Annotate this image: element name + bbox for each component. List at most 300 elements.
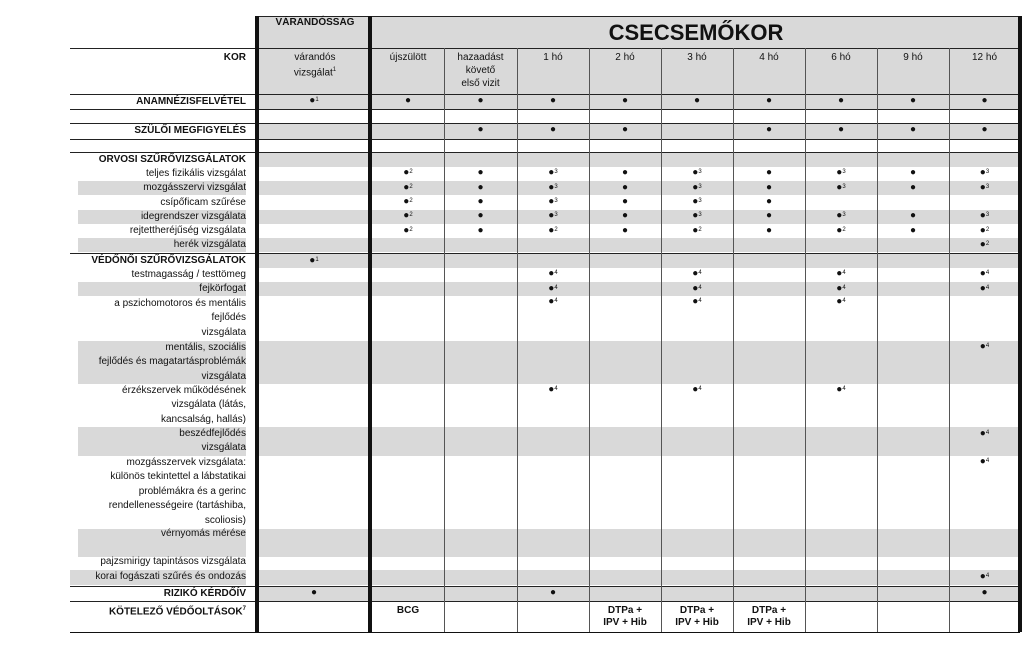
dot-icon: ● [692,384,699,395]
dot-mark [622,211,628,221]
kor-label: KOR [223,52,246,63]
dot-icon: ● [979,428,986,439]
dot-mark [766,226,772,236]
dot-icon: ● [403,225,410,236]
footnote-marker: 3 [554,169,558,175]
footnote-marker: 2 [985,241,990,247]
dot-mark [836,183,845,193]
dot-mark [836,168,845,178]
footnote-marker: 4 [985,573,990,579]
dot-mark [692,385,701,395]
footnote-marker: 3 [842,184,846,190]
age-column-header [805,51,877,64]
dot-mark [622,96,628,106]
footnote-marker: 3 [842,212,846,218]
vedonoi-row-label [70,427,246,456]
age-column-header [372,51,444,64]
column-rule [444,48,445,632]
dot-icon: ● [548,196,555,207]
dot-mark [980,572,989,582]
dot-icon: ● [981,124,988,135]
dot-mark [836,385,845,395]
oltasok-footnote: 7 [242,606,246,612]
shade-band [258,586,1020,601]
dot-icon: ● [403,210,410,221]
dot-mark [838,125,844,135]
footnote-marker: 4 [698,270,702,276]
shade-band [258,427,1020,456]
dot-icon: ● [837,95,845,106]
vedonoi-row-label [70,570,246,584]
age-column-header [444,51,517,90]
orvosi-row-label: teljes fizikális vizsgálat [145,168,246,179]
orvosi-row-label: herék vizsgálata [173,239,246,250]
vedonoi-row-label [70,341,246,384]
vedonoi-row-label-line: különös tekintettel a lábstatikai [110,471,246,483]
shade-band [258,94,1020,109]
dot-icon: ● [621,210,629,221]
age-column-header [661,51,733,64]
column-rule [949,48,950,632]
dot-icon: ● [981,587,988,598]
dot-mark [550,96,556,106]
dot-mark [766,197,772,207]
dot-mark [980,168,989,178]
dot-mark [692,284,701,294]
section-orvosi: ORVOSI SZŰRŐVIZSGÁLATOK [98,154,246,165]
footnote-marker: 4 [842,386,846,392]
dot-mark [981,96,987,106]
column-rule [517,48,518,632]
dot-mark [910,226,916,236]
thick-separator-edge [1018,16,1022,632]
footnote-marker: 2 [554,227,558,233]
dot-icon: ● [979,571,986,582]
vedonoi-row-label-line: érzékszervek működésének [122,385,246,396]
dot-mark [766,211,772,221]
dot-icon: ● [765,210,773,221]
dot-mark [981,588,987,598]
dot-mark [477,211,483,221]
dot-mark [622,197,628,207]
dot-mark [403,168,412,178]
dot-icon: ● [836,384,843,395]
footnote-marker: 4 [698,298,702,304]
vedonoi-row-label-line: mozgásszervek vizsgálata: [126,457,246,468]
age-column-header [949,51,1020,64]
footnote-marker: 2 [409,184,413,190]
vedonoi-row-label-line: a pszichomotoros és mentális [114,298,246,309]
footnote-marker: 4 [698,285,702,291]
section-rizikok: RIZIKÓ KÉRDŐÍV [163,588,246,599]
vedonoi-row-label-line: fejlődés és magatartásproblémák [98,356,246,368]
vedonoi-row-label [70,456,246,528]
footnote-marker: 1 [315,257,319,263]
shade-band [258,210,1020,224]
dot-icon: ● [477,210,484,221]
dot-mark [910,183,916,193]
vedonoi-row-label-line: vizsgálata (látás, [171,399,246,411]
dot-icon: ● [477,95,484,106]
oltasok-label: KÖTELEZŐ VÉDŐOLTÁSOK [108,606,243,618]
dot-icon: ● [621,95,629,106]
age-column-header [877,51,949,64]
thick-separator-right [368,16,372,632]
vedonoi-row-label-line: mentális, szociális [165,342,246,353]
footnote-marker: 3 [698,212,702,218]
dot-mark [980,240,989,250]
dot-icon: ● [836,296,843,307]
footnote-marker: 2 [409,169,413,175]
dot-icon: ● [692,225,699,236]
dot-icon: ● [765,196,773,207]
footnote-marker: 3 [554,212,558,218]
vaccine-line: DTPa + [607,605,643,616]
dot-mark [692,183,701,193]
header-varandossag: VÁRANDÓSSÁG [275,17,355,28]
footnote-marker: 3 [698,169,702,175]
header-csecsemokor: CSECSEMŐKOR [608,20,784,45]
dot-mark [548,284,557,294]
dot-icon: ● [549,587,557,598]
dot-mark [477,96,483,106]
age-column-header-line: 2 hó [615,52,635,63]
dot-mark [477,183,483,193]
dot-mark [980,342,989,352]
dot-icon: ● [477,182,484,193]
vaccine-cell [397,605,419,617]
dot-icon: ● [477,167,484,178]
footnote-marker: 4 [985,430,990,436]
dot-icon: ● [979,456,986,467]
footnote-marker: 2 [409,198,413,204]
varandos-column-header [262,51,368,79]
dot-icon: ● [548,283,555,294]
dot-icon: ● [765,225,773,236]
shade-band [258,181,1020,195]
footnote-marker: 4 [985,270,990,276]
dot-mark [836,211,845,221]
dot-mark [548,269,557,279]
dot-icon: ● [548,296,555,307]
shade-band [258,529,1020,557]
dot-icon: ● [548,225,555,236]
dot-icon: ● [765,167,773,178]
dot-icon: ● [836,210,843,221]
dot-mark [980,226,989,236]
vedonoi-row-label [70,527,246,541]
dot-mark [980,183,989,193]
dot-icon: ● [836,182,843,193]
column-rule [877,48,878,632]
dot-mark [548,226,557,236]
dot-icon: ● [403,167,410,178]
vaccine-line: DTPa + [751,605,787,616]
vedonoi-row-label-line: fejkörfogat [199,283,246,294]
footnote-marker: 4 [842,270,846,276]
dot-mark [477,226,483,236]
footnote-marker: 4 [554,285,558,291]
dot-icon: ● [477,124,484,135]
footnote-marker: 2 [698,227,702,233]
dot-icon: ● [310,587,318,598]
vedonoi-row-label-line: beszédfejlődés [179,428,246,439]
age-column-header [589,51,661,64]
footnote-marker: 3 [554,184,558,190]
dot-mark [980,269,989,279]
dot-icon: ● [909,167,917,178]
column-rule [661,48,662,632]
vedonoi-row-label [70,282,246,296]
dot-icon: ● [548,210,555,221]
age-column-header [733,51,805,64]
footnote-marker: 4 [842,285,846,291]
vaccine-cell [747,605,791,629]
dot-icon: ● [549,124,557,135]
vedonoi-row-label-line: vizsgálata [201,442,246,454]
dot-icon: ● [403,196,410,207]
age-column-header-line: 12 hó [971,52,998,63]
dot-mark [548,168,557,178]
dot-icon: ● [979,239,986,250]
dot-icon: ● [979,341,986,352]
shade-band [258,253,1020,268]
dot-mark [692,269,701,279]
dot-icon: ● [309,95,316,106]
footnote-marker: 4 [554,298,558,304]
dot-icon: ● [309,255,316,266]
dot-icon: ● [692,182,699,193]
dot-mark [477,197,483,207]
shade-band [258,341,1020,384]
footnote-marker: 4 [698,386,702,392]
orvosi-row-label: csípőficam szűrése [160,197,246,208]
footnote-marker: 3 [698,198,702,204]
footnote-marker: 1 [315,97,319,103]
bottom-rule [70,632,1020,633]
dot-icon: ● [836,268,843,279]
vaccine-cell [675,605,719,629]
dot-icon: ● [693,95,701,106]
vaccine-cell [603,605,647,629]
column-rule [733,48,734,632]
dot-mark [910,125,916,135]
dot-icon: ● [765,182,773,193]
dot-icon: ● [765,124,773,135]
vedonoi-row-label-line: vizsgálata [201,326,246,338]
dot-mark [910,96,916,106]
dot-icon: ● [621,124,629,135]
dot-mark [309,96,318,106]
dot-mark [403,226,412,236]
vedonoi-row-label-line: problémákra és a gerinc [138,485,246,497]
dot-mark [477,168,483,178]
dot-icon: ● [979,283,986,294]
vedonoi-row-label-line: rendellenességeire (tartáshiba, [108,500,246,512]
dot-icon: ● [979,268,986,279]
dot-mark [766,183,772,193]
dot-mark [403,183,412,193]
varandos-footnote: 1 [332,67,337,73]
footnote-marker: 3 [554,198,558,204]
footnote-marker: 3 [698,184,702,190]
dot-mark [692,168,701,178]
age-column-header-line: követő [465,65,496,76]
footnote-marker: 3 [985,212,990,218]
dot-mark [405,96,411,106]
dot-icon: ● [979,225,986,236]
dot-mark [980,284,989,294]
dot-icon: ● [979,210,986,221]
dot-icon: ● [477,225,484,236]
vedonoi-row-label-line: testmagasság / testtömeg [131,269,246,280]
shade-band [258,152,1020,167]
shade-band [258,123,1020,139]
dot-mark [477,125,483,135]
age-column-header-line: újszülött [389,52,427,63]
section-oltasok [70,603,246,618]
vedonoi-row-label [70,268,246,282]
age-column-header-line: 1 hó [543,52,563,63]
dot-mark [910,211,916,221]
dot-mark [692,197,701,207]
varandos-line2: vizsgálat [293,67,333,79]
dot-icon: ● [549,95,557,106]
dot-icon: ● [836,283,843,294]
dot-mark [550,125,556,135]
section-vedonoi: VÉDŐNŐI SZŰRŐVIZSGÁLATOK [91,255,246,266]
dot-mark [548,385,557,395]
dot-icon: ● [621,167,629,178]
vedonoi-row-label-line: vérnyomás mérése [160,528,246,539]
dot-mark [548,297,557,307]
dot-icon: ● [837,124,845,135]
orvosi-row-label: mozgásszervi vizsgálat [143,182,246,193]
dot-icon: ● [621,225,629,236]
dot-mark [692,226,701,236]
dot-mark [309,256,318,266]
dot-icon: ● [548,268,555,279]
dot-mark [403,197,412,207]
vedonoi-row-label-line: korai fogászati szűrés és ondozás [95,571,246,582]
dot-mark [550,588,556,598]
dot-mark [622,183,628,193]
vedonoi-row-label-line: pajzsmirigy tapintásos vizsgálata [100,556,246,567]
dot-icon: ● [981,95,988,106]
vaccine-line: IPV + Hib [603,617,647,628]
dot-mark [836,297,845,307]
dot-icon: ● [477,196,484,207]
footnote-marker: 2 [409,227,413,233]
vaccine-line: IPV + Hib [747,617,791,628]
dot-mark [980,457,989,467]
dot-icon: ● [404,95,412,106]
vaccine-line: DTPa + [679,605,715,616]
dot-icon: ● [548,384,555,395]
dot-mark [766,96,772,106]
footnote-marker: 2 [842,227,846,233]
column-rule [805,48,806,632]
dot-icon: ● [403,182,410,193]
shade-band [258,238,1020,252]
dot-mark [836,226,845,236]
dot-icon: ● [836,225,843,236]
vedonoi-row-label [70,555,246,569]
age-column-header [517,51,589,64]
age-column-header-line: hazaadást [457,52,504,63]
footnote-marker: 3 [985,169,990,175]
footnote-marker: 4 [985,458,990,464]
vaccine-line: BCG [396,605,420,616]
dot-icon: ● [621,196,629,207]
dot-mark [838,96,844,106]
dot-icon: ● [909,210,917,221]
vedonoi-row-label-line: vizsgálata [201,370,246,382]
dot-mark [981,125,987,135]
vedonoi-row-label [70,384,246,427]
thick-separator-left [255,16,259,632]
dot-mark [980,429,989,439]
dot-mark [694,96,700,106]
footnote-marker: 4 [554,386,558,392]
dot-icon: ● [836,167,843,178]
footnote-marker: 2 [985,227,990,233]
dot-icon: ● [979,182,986,193]
age-column-header-line: 4 hó [759,52,779,63]
dot-mark [836,284,845,294]
dot-icon: ● [548,167,555,178]
dot-icon: ● [692,283,699,294]
dot-mark [548,197,557,207]
vaccine-line: IPV + Hib [675,617,719,628]
shade-band [258,282,1020,296]
section-anamnezis: ANAMNÉZISFELVÉTEL [136,96,246,107]
age-column-header-line: 6 hó [831,52,851,63]
footnote-marker: 4 [554,270,558,276]
dot-icon: ● [909,182,917,193]
vedonoi-row-label [70,297,246,340]
footnote-marker: 3 [842,169,846,175]
dot-mark [403,211,412,221]
dot-mark [836,269,845,279]
dot-mark [766,168,772,178]
dot-mark [622,125,628,135]
age-column-header-line: 9 hó [903,52,923,63]
dot-mark [692,211,701,221]
dot-icon: ● [909,225,917,236]
varandos-line1: várandós [294,52,336,63]
dot-icon: ● [548,182,555,193]
dot-mark [548,211,557,221]
dot-icon: ● [765,95,773,106]
dot-mark [766,125,772,135]
dot-icon: ● [692,196,699,207]
dot-icon: ● [692,296,699,307]
orvosi-row-label: rejtettheréjűség vizsgálata [129,225,246,236]
dot-icon: ● [979,167,986,178]
age-column-header-line: első vizit [461,78,500,89]
footnote-marker: 4 [842,298,846,304]
footnote-marker: 4 [985,285,990,291]
dot-mark [692,297,701,307]
dot-mark [622,168,628,178]
section-szuloi: SZÜLŐI MEGFIGYELÉS [134,125,246,136]
dot-mark [980,211,989,221]
dot-icon: ● [909,95,917,106]
dot-icon: ● [692,210,699,221]
age-column-header-line: 3 hó [687,52,707,63]
shade-band [258,570,1020,585]
